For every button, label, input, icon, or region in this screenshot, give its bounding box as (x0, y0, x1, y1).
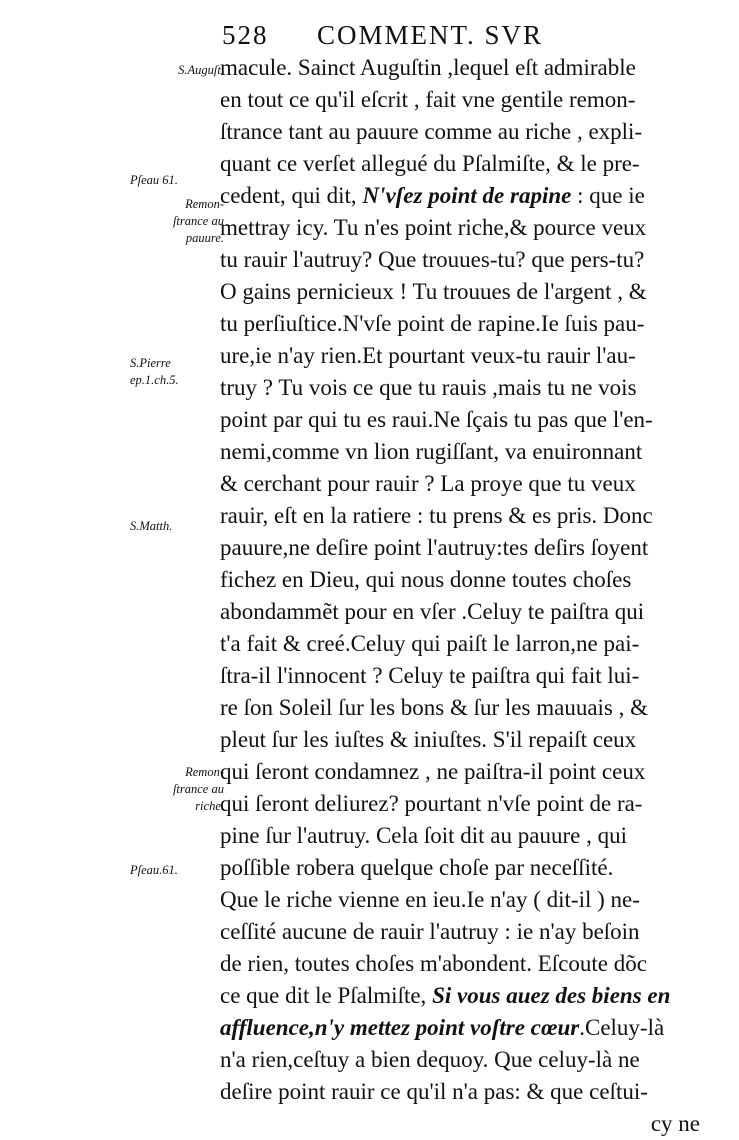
text-line: poſſible robera quelque choſe par neceſſité. (220, 855, 614, 880)
text-line: ſtra-il l'innocent ? Celuy te paiſtra qui fait lui- (220, 663, 640, 688)
text-line: pine ſur l'autruy. Cela ſoit dit au pauure , qui (220, 823, 627, 848)
margin-note-psalm-61: Pſeau 61. (130, 173, 178, 187)
text-line: ſtrance tant au pauure comme au riche , expli- (220, 119, 643, 144)
catchword: cy ne (650, 1111, 700, 1136)
scripture-quote: affluence,n'y mettez point voſtre cœur (220, 1015, 580, 1040)
text-line: O gains pernicieux ! Tu trouues de l'argent , & (220, 279, 647, 304)
text-line: quant ce verſet allegué du Pſalmiſte, & le pre- (220, 151, 640, 176)
margin-note-augustin: S.Auguſt. (178, 63, 224, 77)
text-line: point par qui tu es raui.Ne ſçais tu pas que l'en- (220, 407, 653, 432)
text-line: qui ſeront condamnez , ne paiſtra-il point ceux (220, 759, 646, 784)
text-line: & cerchant pour rauir ? La proye que tu veux (220, 471, 636, 496)
text-line: t'a fait & creé.Celuy qui paiſt le larron,ne pai- (220, 631, 640, 656)
text-line: truy ? Tu vois ce que tu rauis ,mais tu ne vois (220, 375, 637, 400)
text-line: pleut ſur les iuſtes & iniuſtes. S'il repaiſt ceux (220, 727, 637, 752)
text-line: n'a rien,ceſtuy a bien dequoy. Que celuy-là ne (220, 1047, 640, 1072)
text-line: macule. Sainct Auguſtin ,lequel eſt admirable (220, 55, 636, 80)
text-span: ce que dit le Pſalmiſte, (220, 983, 427, 1008)
text-line (220, 980, 700, 1012)
scripture-quote: Si vous auez des biens en (432, 983, 671, 1008)
margin-note-psalm-61b: Pſeau.61. (130, 863, 178, 877)
text-line: ure,ie n'ay rien.Et pourtant veux-tu rauir l'au- (220, 343, 636, 368)
scripture-quote: N'vſez point de rapine (362, 183, 572, 208)
text-line: mettray icy. Tu n'es point riche,& pource veux (220, 215, 647, 240)
running-title: COMMENT. SVR (317, 20, 544, 50)
margin-note-matthew: S.Matth. (130, 519, 173, 533)
text-line: de rien, toutes choſes m'abondent. Eſcoute dõc (220, 951, 647, 976)
text-span: : que ie (577, 183, 645, 208)
text-line: qui ſeront deliurez? pourtant n'vſe point de ra- (220, 791, 643, 816)
text-span: .Celuy-là (579, 1015, 665, 1040)
text-span: cedent, qui dit, (220, 183, 357, 208)
page-number: 528 (222, 20, 269, 50)
text-line: en tout ce qu'il eſcrit , fait vne gentile remon- (220, 87, 636, 112)
text-line: fichez en Dieu, qui nous donne toutes choſes (220, 567, 632, 592)
text-line: rauir, eſt en la ratiere : tu prens & es pris. Donc (220, 503, 653, 528)
text-line: tu rauir l'autruy? Que trouues-tu? que pers-tu? (220, 247, 645, 272)
text-line: tu perſiuſtice.N'vſe point de rapine.Ie ſuis pau- (220, 311, 645, 336)
text-line (220, 180, 700, 212)
text-line: re ſon Soleil ſur les bons & ſur les mauuais , & (220, 695, 649, 720)
text-line: pauure,ne deſire point l'autruy:tes deſirs ſoyent (220, 535, 649, 560)
text-line: Que le riche vienne en ieu.Ie n'ay ( dit-il ) ne- (220, 887, 640, 912)
text-line: ceſſité aucune de rauir l'autruy : ie n'ay beſoin (220, 919, 640, 944)
text-line: nemi,comme vn lion rugiſſant, va enuironnant (220, 439, 643, 464)
text-line: abondammẽt pour en vſer .Celuy te paiſtra qui (220, 599, 645, 624)
margin-note-remonstrance-poor: Remon- ſtrance au pauure. (172, 197, 224, 245)
margin-note-peter: S.Pierre ep.1.ch.5. (130, 356, 179, 387)
body-text (220, 52, 700, 1140)
margin-note-remonstrance-rich: Remon- ſtrance au riche. (172, 765, 224, 813)
text-line: deſire point rauir ce qu'il n'a pas: & que ceſtui- (220, 1079, 648, 1104)
text-line (220, 1012, 700, 1044)
